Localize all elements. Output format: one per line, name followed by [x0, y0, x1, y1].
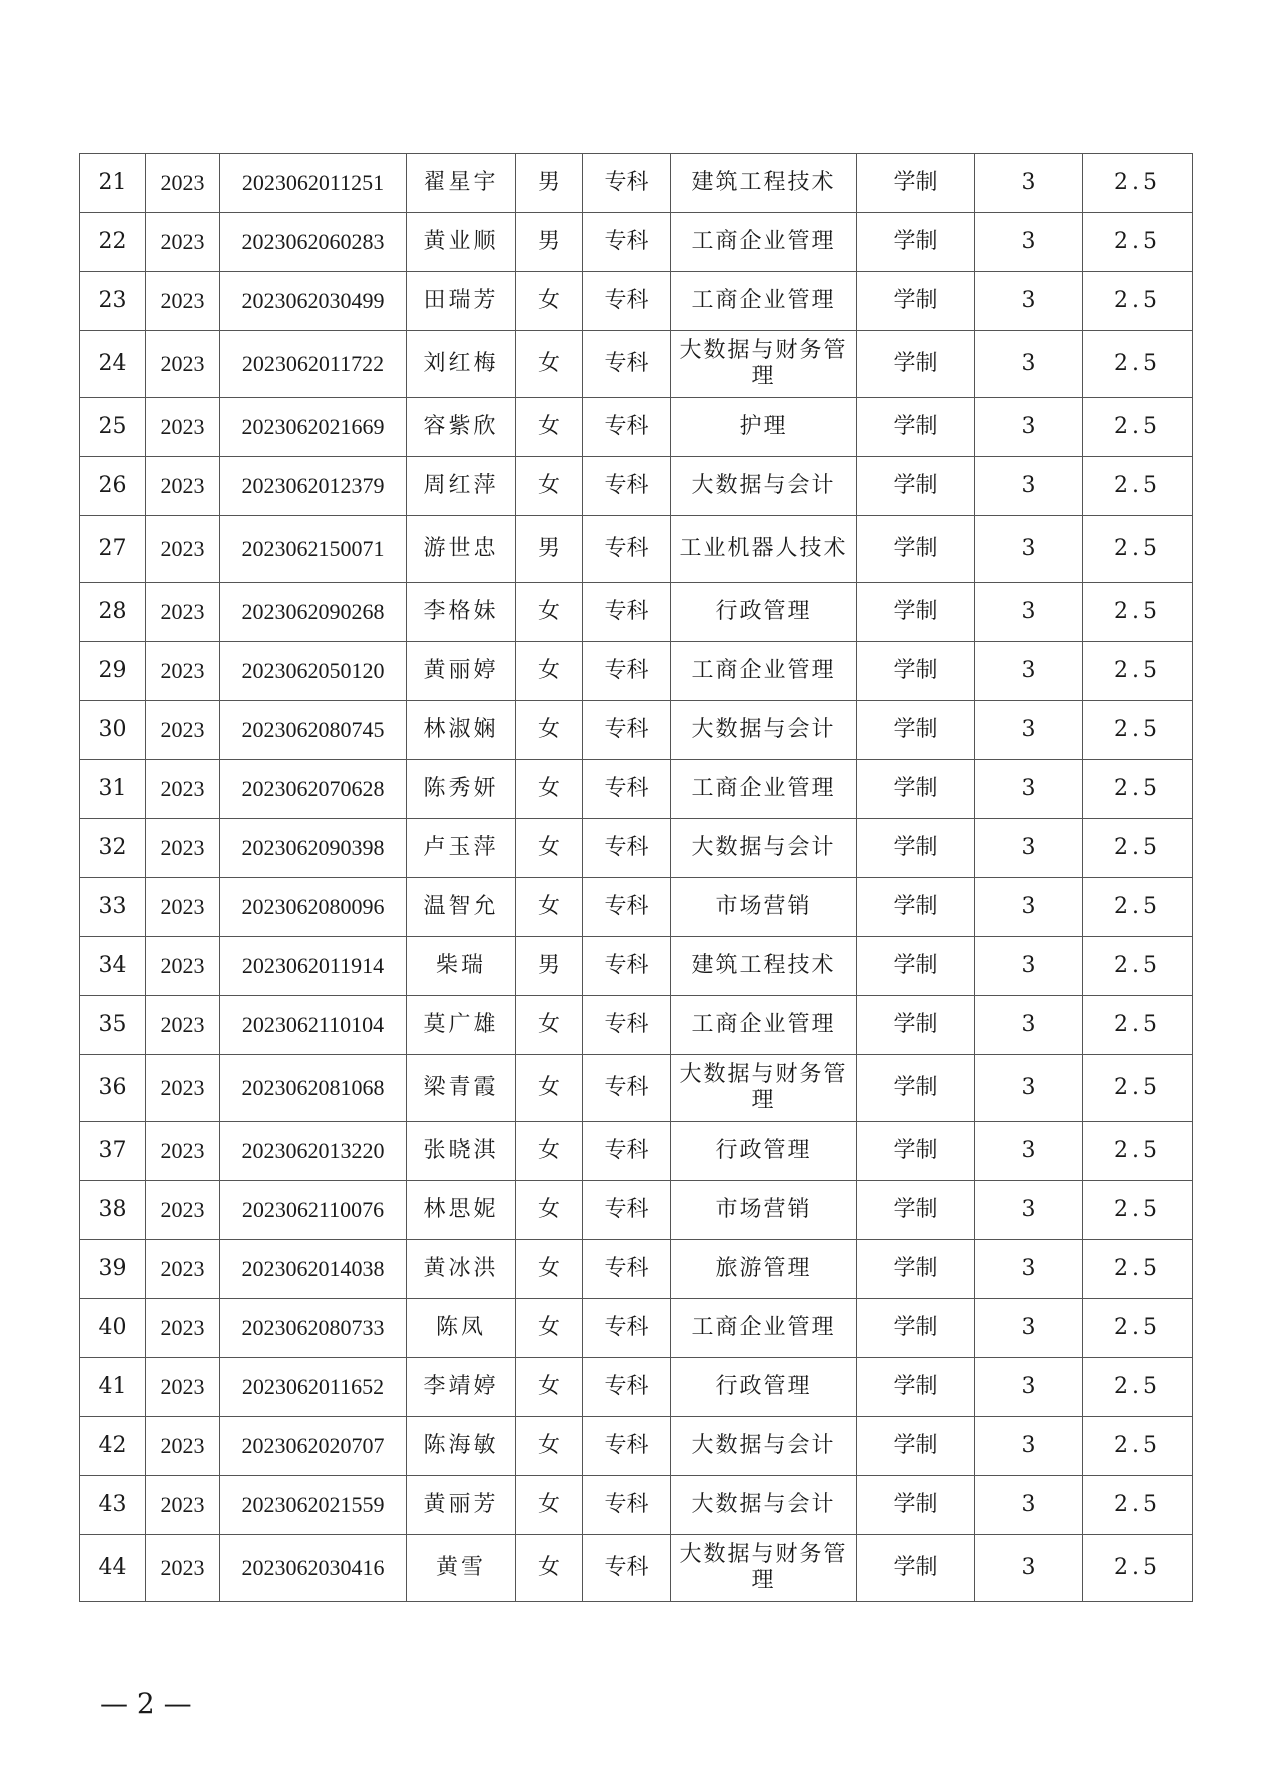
row-number-cell: 34 [80, 937, 146, 996]
education-level-cell: 专科 [583, 1181, 671, 1240]
credit-value-cell: 2.5 [1083, 583, 1193, 642]
table-row [80, 760, 1193, 819]
table-row [80, 272, 1193, 331]
row-number-cell: 25 [80, 398, 146, 457]
credit-value-cell: 2.5 [1083, 819, 1193, 878]
duration-years-cell: 3 [975, 878, 1083, 937]
duration-years-cell: 3 [975, 516, 1083, 583]
table-row [80, 154, 1193, 213]
duration-years-cell: 3 [975, 819, 1083, 878]
student-id-cell: 2023062011914 [220, 937, 407, 996]
duration-years-cell: 3 [975, 1055, 1083, 1122]
major-cell: 旅游管理 [671, 1240, 857, 1299]
student-id-cell: 2023062110104 [220, 996, 407, 1055]
education-level-cell: 专科 [583, 1417, 671, 1476]
education-level-cell: 专科 [583, 878, 671, 937]
credit-value-cell: 2.5 [1083, 398, 1193, 457]
student-name-cell: 翟星宇 [407, 154, 516, 213]
major-cell: 建筑工程技术 [671, 937, 857, 996]
student-id-cell: 2023062020707 [220, 1417, 407, 1476]
program-type-cell: 学制 [857, 1181, 975, 1240]
student-name-cell: 柴瑞 [407, 937, 516, 996]
enrollment-year-cell: 2023 [146, 457, 220, 516]
row-number-cell: 38 [80, 1181, 146, 1240]
row-number-cell: 41 [80, 1358, 146, 1417]
duration-years-cell: 3 [975, 398, 1083, 457]
duration-years-cell: 3 [975, 937, 1083, 996]
credit-value-cell: 2.5 [1083, 272, 1193, 331]
major-cell: 工商企业管理 [671, 213, 857, 272]
duration-years-cell: 3 [975, 1122, 1083, 1181]
education-level-cell: 专科 [583, 213, 671, 272]
education-level-cell: 专科 [583, 819, 671, 878]
credit-value-cell: 2.5 [1083, 996, 1193, 1055]
duration-years-cell: 3 [975, 1181, 1083, 1240]
education-level-cell: 专科 [583, 937, 671, 996]
table-row [80, 819, 1193, 878]
student-id-cell: 2023062011722 [220, 331, 407, 398]
table-row [80, 1417, 1193, 1476]
student-id-cell: 2023062012379 [220, 457, 407, 516]
major-cell: 行政管理 [671, 1358, 857, 1417]
credit-value-cell: 2.5 [1083, 457, 1193, 516]
student-id-cell: 2023062070628 [220, 760, 407, 819]
major-cell: 大数据与财务管理 [671, 1535, 857, 1602]
duration-years-cell: 3 [975, 1476, 1083, 1535]
education-level-cell: 专科 [583, 760, 671, 819]
duration-years-cell: 3 [975, 1299, 1083, 1358]
gender-cell: 女 [516, 457, 583, 516]
program-type-cell: 学制 [857, 154, 975, 213]
education-level-cell: 专科 [583, 1055, 671, 1122]
row-number-cell: 36 [80, 1055, 146, 1122]
row-number-cell: 32 [80, 819, 146, 878]
gender-cell: 女 [516, 1417, 583, 1476]
student-name-cell: 温智允 [407, 878, 516, 937]
education-level-cell: 专科 [583, 996, 671, 1055]
education-level-cell: 专科 [583, 1535, 671, 1602]
enrollment-year-cell: 2023 [146, 937, 220, 996]
row-number-cell: 27 [80, 516, 146, 583]
gender-cell: 女 [516, 1358, 583, 1417]
student-id-cell: 2023062011251 [220, 154, 407, 213]
enrollment-year-cell: 2023 [146, 642, 220, 701]
program-type-cell: 学制 [857, 516, 975, 583]
student-name-cell: 梁青霞 [407, 1055, 516, 1122]
table-row [80, 937, 1193, 996]
table-row [80, 701, 1193, 760]
enrollment-year-cell: 2023 [146, 1476, 220, 1535]
table-row [80, 1299, 1193, 1358]
student-name-cell: 田瑞芳 [407, 272, 516, 331]
gender-cell: 女 [516, 819, 583, 878]
table-row [80, 1476, 1193, 1535]
row-number-cell: 43 [80, 1476, 146, 1535]
row-number-cell: 29 [80, 642, 146, 701]
gender-cell: 女 [516, 331, 583, 398]
table-row [80, 1358, 1193, 1417]
student-name-cell: 陈凤 [407, 1299, 516, 1358]
major-cell: 工业机器人技术 [671, 516, 857, 583]
program-type-cell: 学制 [857, 760, 975, 819]
enrollment-year-cell: 2023 [146, 398, 220, 457]
table-row [80, 1240, 1193, 1299]
enrollment-year-cell: 2023 [146, 1122, 220, 1181]
duration-years-cell: 3 [975, 1535, 1083, 1602]
credit-value-cell: 2.5 [1083, 1122, 1193, 1181]
education-level-cell: 专科 [583, 1358, 671, 1417]
program-type-cell: 学制 [857, 272, 975, 331]
student-id-cell: 2023062050120 [220, 642, 407, 701]
row-number-cell: 28 [80, 583, 146, 642]
credit-value-cell: 2.5 [1083, 1476, 1193, 1535]
credit-value-cell: 2.5 [1083, 1181, 1193, 1240]
program-type-cell: 学制 [857, 642, 975, 701]
row-number-cell: 37 [80, 1122, 146, 1181]
student-id-cell: 2023062080733 [220, 1299, 407, 1358]
program-type-cell: 学制 [857, 1358, 975, 1417]
table-row [80, 878, 1193, 937]
gender-cell: 女 [516, 1240, 583, 1299]
education-level-cell: 专科 [583, 331, 671, 398]
student-id-cell: 2023062080096 [220, 878, 407, 937]
program-type-cell: 学制 [857, 398, 975, 457]
duration-years-cell: 3 [975, 154, 1083, 213]
major-cell: 大数据与会计 [671, 457, 857, 516]
major-cell: 行政管理 [671, 583, 857, 642]
table-row [80, 1055, 1193, 1122]
program-type-cell: 学制 [857, 457, 975, 516]
table-row [80, 398, 1193, 457]
student-name-cell: 陈秀妍 [407, 760, 516, 819]
credit-value-cell: 2.5 [1083, 1417, 1193, 1476]
student-name-cell: 黄丽婷 [407, 642, 516, 701]
enrollment-year-cell: 2023 [146, 878, 220, 937]
table-row [80, 1535, 1193, 1602]
major-cell: 工商企业管理 [671, 996, 857, 1055]
student-id-cell: 2023062030499 [220, 272, 407, 331]
student-name-cell: 张晓淇 [407, 1122, 516, 1181]
student-id-cell: 2023062021559 [220, 1476, 407, 1535]
student-name-cell: 李靖婷 [407, 1358, 516, 1417]
duration-years-cell: 3 [975, 457, 1083, 516]
duration-years-cell: 3 [975, 1240, 1083, 1299]
education-level-cell: 专科 [583, 583, 671, 642]
gender-cell: 女 [516, 701, 583, 760]
student-name-cell: 林淑娴 [407, 701, 516, 760]
enrollment-year-cell: 2023 [146, 516, 220, 583]
student-name-cell: 莫广雄 [407, 996, 516, 1055]
education-level-cell: 专科 [583, 154, 671, 213]
row-number-cell: 22 [80, 213, 146, 272]
gender-cell: 男 [516, 213, 583, 272]
page-number-footer: — 2 — [100, 1687, 192, 1720]
gender-cell: 女 [516, 642, 583, 701]
gender-cell: 男 [516, 937, 583, 996]
student-id-cell: 2023062110076 [220, 1181, 407, 1240]
enrollment-year-cell: 2023 [146, 154, 220, 213]
table-row [80, 516, 1193, 583]
row-number-cell: 30 [80, 701, 146, 760]
major-cell: 大数据与会计 [671, 1417, 857, 1476]
gender-cell: 男 [516, 154, 583, 213]
program-type-cell: 学制 [857, 1476, 975, 1535]
enrollment-year-cell: 2023 [146, 1358, 220, 1417]
program-type-cell: 学制 [857, 701, 975, 760]
student-name-cell: 黄雪 [407, 1535, 516, 1602]
major-cell: 工商企业管理 [671, 272, 857, 331]
credit-value-cell: 2.5 [1083, 701, 1193, 760]
gender-cell: 女 [516, 1055, 583, 1122]
student-name-cell: 游世忠 [407, 516, 516, 583]
duration-years-cell: 3 [975, 701, 1083, 760]
credit-value-cell: 2.5 [1083, 331, 1193, 398]
row-number-cell: 35 [80, 996, 146, 1055]
row-number-cell: 21 [80, 154, 146, 213]
student-name-cell: 卢玉萍 [407, 819, 516, 878]
credit-value-cell: 2.5 [1083, 878, 1193, 937]
duration-years-cell: 3 [975, 213, 1083, 272]
table-row [80, 331, 1193, 398]
student-roster-table [79, 153, 1193, 1602]
student-id-cell: 2023062090398 [220, 819, 407, 878]
duration-years-cell: 3 [975, 996, 1083, 1055]
program-type-cell: 学制 [857, 1240, 975, 1299]
table-row [80, 996, 1193, 1055]
program-type-cell: 学制 [857, 937, 975, 996]
major-cell: 护理 [671, 398, 857, 457]
enrollment-year-cell: 2023 [146, 213, 220, 272]
student-id-cell: 2023062013220 [220, 1122, 407, 1181]
program-type-cell: 学制 [857, 996, 975, 1055]
major-cell: 工商企业管理 [671, 760, 857, 819]
gender-cell: 女 [516, 1476, 583, 1535]
education-level-cell: 专科 [583, 701, 671, 760]
row-number-cell: 31 [80, 760, 146, 819]
enrollment-year-cell: 2023 [146, 1240, 220, 1299]
enrollment-year-cell: 2023 [146, 1055, 220, 1122]
credit-value-cell: 2.5 [1083, 760, 1193, 819]
gender-cell: 女 [516, 878, 583, 937]
credit-value-cell: 2.5 [1083, 213, 1193, 272]
student-id-cell: 2023062081068 [220, 1055, 407, 1122]
credit-value-cell: 2.5 [1083, 1055, 1193, 1122]
student-id-cell: 2023062090268 [220, 583, 407, 642]
education-level-cell: 专科 [583, 1476, 671, 1535]
gender-cell: 女 [516, 1299, 583, 1358]
program-type-cell: 学制 [857, 1535, 975, 1602]
credit-value-cell: 2.5 [1083, 1358, 1193, 1417]
table-row [80, 583, 1193, 642]
table-row [80, 457, 1193, 516]
credit-value-cell: 2.5 [1083, 937, 1193, 996]
education-level-cell: 专科 [583, 1299, 671, 1358]
credit-value-cell: 2.5 [1083, 642, 1193, 701]
major-cell: 工商企业管理 [671, 642, 857, 701]
education-level-cell: 专科 [583, 1240, 671, 1299]
row-number-cell: 23 [80, 272, 146, 331]
gender-cell: 女 [516, 1122, 583, 1181]
education-level-cell: 专科 [583, 457, 671, 516]
gender-cell: 女 [516, 272, 583, 331]
enrollment-year-cell: 2023 [146, 1181, 220, 1240]
major-cell: 大数据与会计 [671, 1476, 857, 1535]
duration-years-cell: 3 [975, 642, 1083, 701]
student-name-cell: 黄丽芳 [407, 1476, 516, 1535]
gender-cell: 女 [516, 1535, 583, 1602]
major-cell: 建筑工程技术 [671, 154, 857, 213]
credit-value-cell: 2.5 [1083, 1240, 1193, 1299]
credit-value-cell: 2.5 [1083, 1299, 1193, 1358]
duration-years-cell: 3 [975, 1358, 1083, 1417]
program-type-cell: 学制 [857, 1055, 975, 1122]
student-name-cell: 林思妮 [407, 1181, 516, 1240]
student-name-cell: 刘红梅 [407, 331, 516, 398]
enrollment-year-cell: 2023 [146, 996, 220, 1055]
major-cell: 市场营销 [671, 1181, 857, 1240]
enrollment-year-cell: 2023 [146, 819, 220, 878]
program-type-cell: 学制 [857, 1122, 975, 1181]
enrollment-year-cell: 2023 [146, 1535, 220, 1602]
table-row [80, 1181, 1193, 1240]
major-cell: 大数据与会计 [671, 819, 857, 878]
enrollment-year-cell: 2023 [146, 331, 220, 398]
program-type-cell: 学制 [857, 878, 975, 937]
credit-value-cell: 2.5 [1083, 516, 1193, 583]
student-id-cell: 2023062060283 [220, 213, 407, 272]
student-name-cell: 李格妹 [407, 583, 516, 642]
gender-cell: 男 [516, 516, 583, 583]
enrollment-year-cell: 2023 [146, 701, 220, 760]
row-number-cell: 26 [80, 457, 146, 516]
student-id-cell: 2023062011652 [220, 1358, 407, 1417]
credit-value-cell: 2.5 [1083, 1535, 1193, 1602]
major-cell: 大数据与财务管理 [671, 331, 857, 398]
student-name-cell: 黄业顺 [407, 213, 516, 272]
program-type-cell: 学制 [857, 1417, 975, 1476]
student-name-cell: 黄冰洪 [407, 1240, 516, 1299]
gender-cell: 女 [516, 996, 583, 1055]
row-number-cell: 40 [80, 1299, 146, 1358]
table-row [80, 213, 1193, 272]
enrollment-year-cell: 2023 [146, 760, 220, 819]
gender-cell: 女 [516, 760, 583, 819]
row-number-cell: 33 [80, 878, 146, 937]
program-type-cell: 学制 [857, 1299, 975, 1358]
table-row [80, 642, 1193, 701]
education-level-cell: 专科 [583, 398, 671, 457]
duration-years-cell: 3 [975, 272, 1083, 331]
major-cell: 大数据与财务管理 [671, 1055, 857, 1122]
student-id-cell: 2023062014038 [220, 1240, 407, 1299]
enrollment-year-cell: 2023 [146, 1417, 220, 1476]
duration-years-cell: 3 [975, 1417, 1083, 1476]
education-level-cell: 专科 [583, 642, 671, 701]
duration-years-cell: 3 [975, 331, 1083, 398]
row-number-cell: 42 [80, 1417, 146, 1476]
row-number-cell: 24 [80, 331, 146, 398]
program-type-cell: 学制 [857, 331, 975, 398]
gender-cell: 女 [516, 398, 583, 457]
student-name-cell: 容紫欣 [407, 398, 516, 457]
student-name-cell: 周红萍 [407, 457, 516, 516]
education-level-cell: 专科 [583, 1122, 671, 1181]
table-row [80, 1122, 1193, 1181]
major-cell: 行政管理 [671, 1122, 857, 1181]
education-level-cell: 专科 [583, 272, 671, 331]
student-id-cell: 2023062021669 [220, 398, 407, 457]
gender-cell: 女 [516, 1181, 583, 1240]
enrollment-year-cell: 2023 [146, 272, 220, 331]
duration-years-cell: 3 [975, 760, 1083, 819]
row-number-cell: 44 [80, 1535, 146, 1602]
student-id-cell: 2023062150071 [220, 516, 407, 583]
roster-body [80, 154, 1193, 1602]
education-level-cell: 专科 [583, 516, 671, 583]
student-id-cell: 2023062030416 [220, 1535, 407, 1602]
enrollment-year-cell: 2023 [146, 583, 220, 642]
gender-cell: 女 [516, 583, 583, 642]
program-type-cell: 学制 [857, 583, 975, 642]
duration-years-cell: 3 [975, 583, 1083, 642]
major-cell: 工商企业管理 [671, 1299, 857, 1358]
row-number-cell: 39 [80, 1240, 146, 1299]
program-type-cell: 学制 [857, 213, 975, 272]
enrollment-year-cell: 2023 [146, 1299, 220, 1358]
major-cell: 市场营销 [671, 878, 857, 937]
student-name-cell: 陈海敏 [407, 1417, 516, 1476]
major-cell: 大数据与会计 [671, 701, 857, 760]
student-id-cell: 2023062080745 [220, 701, 407, 760]
credit-value-cell: 2.5 [1083, 154, 1193, 213]
program-type-cell: 学制 [857, 819, 975, 878]
